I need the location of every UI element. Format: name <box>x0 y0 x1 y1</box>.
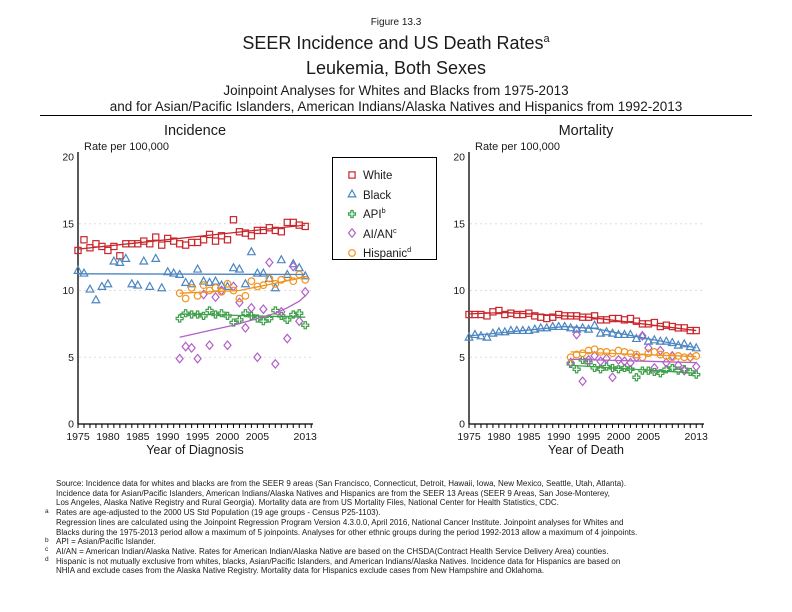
figure-title <box>0 33 792 54</box>
footnote-line: NHIA and exclude cases from the Alaska Native Registry. Mortality data for Hispanics exclude cases from New Hampshire and Oklahoma. <box>56 566 545 576</box>
footnote-line: Los Angeles, Alaska Native Registry and Rural Georgia). Mortality data are from US Mortality Files, National Center for Health Statistics, CDC. <box>56 498 559 508</box>
svg-text:1990: 1990 <box>547 431 571 443</box>
incidence-plot <box>40 150 340 470</box>
hispanic-circle-icon <box>345 247 359 259</box>
svg-text:2000: 2000 <box>606 431 631 443</box>
footnote-line: Regression lines are calculated using the Joinpoint Regression Program Version 4.3.0.0, April 2016, National Cancer Institute. Joinpoint analyses for Whites and <box>56 517 624 527</box>
title-divider <box>40 115 752 116</box>
svg-text:15: 15 <box>453 218 465 231</box>
svg-text:20: 20 <box>453 151 465 164</box>
legend-label-white: White <box>363 170 393 183</box>
legend-label-api: API$^b$ <box>363 206 386 222</box>
footnote-line: Blacks during the 1975-2013 period allow a maximum of 5 joinpoints. Analyses for other ethnic groups during the period 1992-2013 allow a maximum of 4 joinpoints. <box>56 527 638 537</box>
svg-text:0: 0 <box>68 418 74 431</box>
api-plus-icon <box>345 208 359 220</box>
incidence-chart-title: Incidence <box>163 123 227 139</box>
svg-text:10: 10 <box>62 285 74 297</box>
footnote-line: c AI/AN = American Indian/Alaska Native. Rates for American Indian/Alaska Native are based on the CHSDA(Contract Health Service Delivery Area) counties. <box>45 546 609 556</box>
svg-text:1985: 1985 <box>517 431 541 443</box>
series-white <box>75 217 308 259</box>
legend-label-aian: $AI/AN^c$ <box>363 225 397 241</box>
footnote-line: Incidence data for Asian/Pacific Islanders, American Indians/Alaska Natives and Hispanics are from the SEER 13 Areas (SEER 9 Areas, San Jose-Monterey, <box>56 488 610 498</box>
svg-text:10: 10 <box>453 285 465 297</box>
legend-item-black <box>333 185 436 205</box>
figure-title-text: SEER Incidence and US Death Rates <box>242 33 544 53</box>
svg-text:1995: 1995 <box>576 431 601 443</box>
footnote-line: d Hispanic is not mutually exclusive from whites, blacks, Asian/Pacific Islanders, and American Indians/Alaska Natives. Incidence data for Hispanics are based on <box>45 556 621 566</box>
legend-label-hispanic: Hispanic$^d$ <box>363 245 412 261</box>
svg-text:1975: 1975 <box>66 431 90 443</box>
series-black <box>465 321 700 351</box>
svg-text:2005: 2005 <box>245 431 270 443</box>
svg-text:1985: 1985 <box>126 431 150 443</box>
legend-item-api <box>333 204 436 224</box>
figure-subtitle-line1: Joinpoint Analyses for Whites and Blacks from 1975-2013 <box>223 83 569 98</box>
aian-diamond-icon <box>345 227 359 239</box>
figure-subtitle: Leukemia, Both Sexes <box>305 58 487 78</box>
trend-line-black <box>78 274 305 275</box>
legend-label-black: Black <box>363 189 392 202</box>
incidence-rate-axis-label: Rate per 100,000 <box>84 141 170 153</box>
svg-text:20: 20 <box>62 151 74 164</box>
svg-text:0: 0 <box>459 418 465 431</box>
mortality-plot <box>431 150 731 470</box>
legend-item-white <box>333 165 436 185</box>
svg-text:2000: 2000 <box>215 431 240 443</box>
svg-text:1980: 1980 <box>96 431 120 443</box>
series-api <box>176 307 309 329</box>
svg-text:1975: 1975 <box>457 431 481 443</box>
svg-text:5: 5 <box>68 351 74 364</box>
svg-text:2013: 2013 <box>684 431 708 443</box>
white-square-icon <box>345 169 359 181</box>
svg-text:1990: 1990 <box>156 431 180 443</box>
mortality-rate-axis-label: Rate per 100,000 <box>475 141 561 153</box>
svg-text:2005: 2005 <box>636 431 661 443</box>
footnote-line: a Rates are age-adjusted to the 2000 US Std Population (19 age groups - Census P25-1103). <box>45 507 381 518</box>
legend <box>332 157 437 260</box>
legend-item-aian <box>333 224 436 244</box>
legend-item-hispanic <box>333 243 436 263</box>
black-triangle-icon <box>345 188 359 200</box>
figure-title-superscript: a <box>543 33 550 45</box>
series-white <box>466 307 699 333</box>
incidence-xaxis-label: Year of Diagnosis <box>146 443 244 457</box>
figure-label: Figure 13.3 <box>370 17 422 28</box>
svg-text:5: 5 <box>459 351 465 364</box>
svg-text:2013: 2013 <box>293 431 317 443</box>
svg-text:1980: 1980 <box>487 431 511 443</box>
footnote-line: b API = Asian/Pacific Islander. <box>45 536 156 547</box>
svg-text:1995: 1995 <box>185 431 210 443</box>
footnotes <box>45 479 790 576</box>
series-black <box>74 248 309 303</box>
mortality-xaxis-label: Year of Death <box>548 443 624 457</box>
mortality-chart-title: Mortality <box>558 123 614 139</box>
figure-subtitle-line2: and for Asian/Pacific Islanders, American Indians/Alaska Natives and Hispanics from 1992-2013 <box>109 99 683 114</box>
svg-text:15: 15 <box>62 218 74 231</box>
footnote-line: Source: Incidence data for whites and blacks are from the SEER 9 areas (San Francisco, Connecticut, Detroit, Hawaii, Iowa, New Mexico, Seattle, Utah, Atlanta). <box>56 479 627 488</box>
